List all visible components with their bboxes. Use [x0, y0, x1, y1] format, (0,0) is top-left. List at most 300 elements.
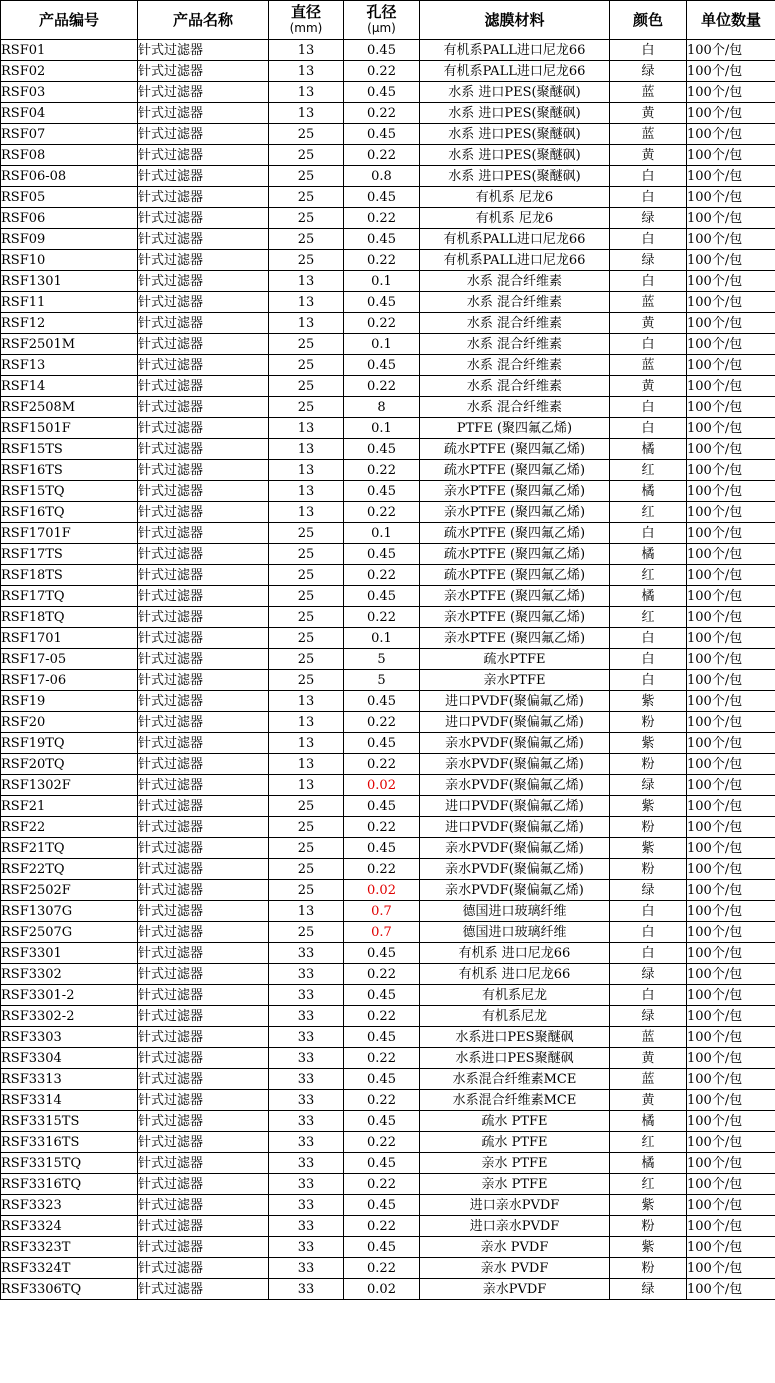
cell-material: 水系进口PES聚醚砜 [420, 1048, 610, 1069]
cell-color: 黄 [610, 145, 687, 166]
table-row [1, 523, 775, 544]
cell-code: RSF20 [1, 712, 138, 733]
table-row [1, 1258, 775, 1279]
cell-color: 白 [610, 985, 687, 1006]
cell-name: 针式过滤器 [138, 1006, 269, 1027]
cell-name: 针式过滤器 [138, 712, 269, 733]
cell-diameter: 33 [269, 985, 344, 1006]
table-row [1, 880, 775, 901]
cell-name: 针式过滤器 [138, 733, 269, 754]
cell-pore: 0.45 [344, 1111, 420, 1132]
cell-qty: 100个/包 [687, 586, 775, 607]
cell-diameter: 25 [269, 145, 344, 166]
cell-color: 绿 [610, 250, 687, 271]
cell-color: 蓝 [610, 82, 687, 103]
cell-qty: 100个/包 [687, 1006, 775, 1027]
table-row [1, 502, 775, 523]
cell-diameter: 25 [269, 628, 344, 649]
cell-code: RSF3324T [1, 1258, 138, 1279]
cell-name: 针式过滤器 [138, 439, 269, 460]
cell-pore: 0.02 [344, 880, 420, 901]
cell-material: 水系 混合纤维素 [420, 292, 610, 313]
cell-color: 白 [610, 166, 687, 187]
cell-material: 亲水PVDF(聚偏氟乙烯) [420, 859, 610, 880]
header-pore: 孔径 (μm) [344, 1, 420, 40]
cell-color: 绿 [610, 1006, 687, 1027]
cell-qty: 100个/包 [687, 775, 775, 796]
cell-qty: 100个/包 [687, 1111, 775, 1132]
cell-code: RSF03 [1, 82, 138, 103]
cell-code: RSF10 [1, 250, 138, 271]
cell-pore: 0.22 [344, 1258, 420, 1279]
cell-diameter: 25 [269, 859, 344, 880]
cell-diameter: 13 [269, 775, 344, 796]
cell-diameter: 25 [269, 817, 344, 838]
cell-pore: 0.22 [344, 1132, 420, 1153]
cell-qty: 100个/包 [687, 82, 775, 103]
cell-color: 蓝 [610, 1027, 687, 1048]
cell-name: 针式过滤器 [138, 586, 269, 607]
cell-diameter: 13 [269, 712, 344, 733]
cell-material: 进口PVDF(聚偏氟乙烯) [420, 796, 610, 817]
cell-diameter: 25 [269, 523, 344, 544]
table-row [1, 61, 775, 82]
cell-qty: 100个/包 [687, 1216, 775, 1237]
cell-pore: 0.22 [344, 565, 420, 586]
cell-color: 白 [610, 922, 687, 943]
cell-name: 针式过滤器 [138, 208, 269, 229]
cell-diameter: 33 [269, 1090, 344, 1111]
header-name: 产品名称 [138, 1, 269, 40]
cell-color: 绿 [610, 775, 687, 796]
cell-qty: 100个/包 [687, 754, 775, 775]
cell-color: 白 [610, 397, 687, 418]
cell-diameter: 33 [269, 1027, 344, 1048]
cell-color: 紫 [610, 838, 687, 859]
cell-code: RSF3301 [1, 943, 138, 964]
cell-diameter: 25 [269, 565, 344, 586]
cell-name: 针式过滤器 [138, 628, 269, 649]
cell-diameter: 25 [269, 208, 344, 229]
cell-color: 白 [610, 418, 687, 439]
cell-color: 红 [610, 1132, 687, 1153]
cell-code: RSF18TS [1, 565, 138, 586]
cell-color: 粉 [610, 754, 687, 775]
cell-qty: 100个/包 [687, 481, 775, 502]
cell-diameter: 33 [269, 1069, 344, 1090]
cell-material: 有机系PALL进口尼龙66 [420, 250, 610, 271]
cell-color: 黄 [610, 313, 687, 334]
cell-material: 德国进口玻璃纤维 [420, 922, 610, 943]
cell-diameter: 13 [269, 418, 344, 439]
cell-diameter: 25 [269, 355, 344, 376]
table-row [1, 670, 775, 691]
table-row [1, 1216, 775, 1237]
cell-code: RSF17TQ [1, 586, 138, 607]
cell-code: RSF18TQ [1, 607, 138, 628]
cell-color: 红 [610, 502, 687, 523]
cell-pore: 0.02 [344, 1279, 420, 1300]
cell-color: 红 [610, 607, 687, 628]
header-color: 颜色 [610, 1, 687, 40]
header-row [1, 1, 775, 40]
cell-color: 黄 [610, 376, 687, 397]
cell-code: RSF3316TS [1, 1132, 138, 1153]
table-row [1, 586, 775, 607]
cell-pore: 0.45 [344, 292, 420, 313]
cell-color: 红 [610, 565, 687, 586]
cell-qty: 100个/包 [687, 502, 775, 523]
cell-diameter: 25 [269, 880, 344, 901]
cell-code: RSF17-06 [1, 670, 138, 691]
cell-qty: 100个/包 [687, 187, 775, 208]
cell-code: RSF3324 [1, 1216, 138, 1237]
cell-color: 橘 [610, 586, 687, 607]
cell-color: 黄 [610, 1090, 687, 1111]
table-row [1, 649, 775, 670]
cell-qty: 100个/包 [687, 1048, 775, 1069]
cell-code: RSF07 [1, 124, 138, 145]
cell-qty: 100个/包 [687, 355, 775, 376]
cell-color: 紫 [610, 1195, 687, 1216]
cell-material: 亲水 PTFE [420, 1153, 610, 1174]
cell-qty: 100个/包 [687, 208, 775, 229]
cell-color: 紫 [610, 733, 687, 754]
cell-material: 水系 进口PES(聚醚砜) [420, 103, 610, 124]
header-code: 产品编号 [1, 1, 138, 40]
cell-pore: 0.1 [344, 523, 420, 544]
cell-color: 橘 [610, 544, 687, 565]
cell-code: RSF20TQ [1, 754, 138, 775]
cell-color: 白 [610, 943, 687, 964]
table-row [1, 607, 775, 628]
cell-name: 针式过滤器 [138, 838, 269, 859]
cell-pore: 0.22 [344, 1048, 420, 1069]
cell-qty: 100个/包 [687, 124, 775, 145]
cell-code: RSF3306TQ [1, 1279, 138, 1300]
cell-material: 有机系 尼龙6 [420, 187, 610, 208]
table-row [1, 1237, 775, 1258]
cell-code: RSF3315TQ [1, 1153, 138, 1174]
cell-diameter: 33 [269, 1195, 344, 1216]
cell-qty: 100个/包 [687, 544, 775, 565]
cell-qty: 100个/包 [687, 817, 775, 838]
cell-color: 绿 [610, 61, 687, 82]
cell-diameter: 13 [269, 292, 344, 313]
cell-pore: 0.22 [344, 859, 420, 880]
cell-diameter: 25 [269, 649, 344, 670]
table-row [1, 565, 775, 586]
cell-color: 橘 [610, 481, 687, 502]
cell-pore: 0.45 [344, 1069, 420, 1090]
table-row [1, 418, 775, 439]
cell-code: RSF3316TQ [1, 1174, 138, 1195]
cell-code: RSF17-05 [1, 649, 138, 670]
cell-material: 水系进口PES聚醚砜 [420, 1027, 610, 1048]
table-row [1, 775, 775, 796]
cell-code: RSF06 [1, 208, 138, 229]
cell-qty: 100个/包 [687, 376, 775, 397]
cell-qty: 100个/包 [687, 733, 775, 754]
cell-material: 水系 进口PES(聚醚砜) [420, 145, 610, 166]
cell-name: 针式过滤器 [138, 607, 269, 628]
cell-diameter: 13 [269, 481, 344, 502]
cell-diameter: 13 [269, 271, 344, 292]
cell-code: RSF22TQ [1, 859, 138, 880]
cell-material: 进口亲水PVDF [420, 1216, 610, 1237]
cell-diameter: 33 [269, 1132, 344, 1153]
cell-qty: 100个/包 [687, 1195, 775, 1216]
cell-qty: 100个/包 [687, 880, 775, 901]
cell-name: 针式过滤器 [138, 1111, 269, 1132]
cell-material: 亲水PVDF(聚偏氟乙烯) [420, 733, 610, 754]
cell-pore: 0.45 [344, 943, 420, 964]
cell-pore: 0.22 [344, 103, 420, 124]
table-row [1, 544, 775, 565]
cell-qty: 100个/包 [687, 691, 775, 712]
table-row [1, 691, 775, 712]
cell-pore: 0.45 [344, 1153, 420, 1174]
table-row [1, 334, 775, 355]
cell-name: 针式过滤器 [138, 145, 269, 166]
cell-pore: 0.22 [344, 208, 420, 229]
cell-name: 针式过滤器 [138, 1237, 269, 1258]
table-row [1, 145, 775, 166]
table-row [1, 271, 775, 292]
table-row [1, 208, 775, 229]
cell-material: 疏水PTFE [420, 649, 610, 670]
cell-color: 紫 [610, 1237, 687, 1258]
cell-color: 蓝 [610, 124, 687, 145]
cell-name: 针式过滤器 [138, 313, 269, 334]
cell-pore: 0.45 [344, 187, 420, 208]
cell-name: 针式过滤器 [138, 1174, 269, 1195]
cell-color: 白 [610, 40, 687, 61]
cell-color: 红 [610, 1174, 687, 1195]
table-row [1, 166, 775, 187]
cell-diameter: 13 [269, 82, 344, 103]
cell-code: RSF12 [1, 313, 138, 334]
table-row [1, 733, 775, 754]
cell-name: 针式过滤器 [138, 880, 269, 901]
cell-material: 亲水PVDF(聚偏氟乙烯) [420, 880, 610, 901]
cell-diameter: 13 [269, 103, 344, 124]
table-row [1, 40, 775, 61]
table-row [1, 1006, 775, 1027]
cell-diameter: 33 [269, 1153, 344, 1174]
cell-code: RSF3301-2 [1, 985, 138, 1006]
header-material: 滤膜材料 [420, 1, 610, 40]
header-qty: 单位数量 [687, 1, 775, 40]
cell-name: 针式过滤器 [138, 103, 269, 124]
cell-code: RSF09 [1, 229, 138, 250]
cell-material: 水系混合纤维素MCE [420, 1069, 610, 1090]
cell-material: 水系 混合纤维素 [420, 334, 610, 355]
cell-code: RSF3314 [1, 1090, 138, 1111]
cell-pore: 0.8 [344, 166, 420, 187]
cell-diameter: 25 [269, 166, 344, 187]
cell-code: RSF2501M [1, 334, 138, 355]
cell-material: 亲水PVDF [420, 1279, 610, 1300]
cell-diameter: 13 [269, 901, 344, 922]
cell-diameter: 33 [269, 964, 344, 985]
cell-diameter: 25 [269, 397, 344, 418]
cell-code: RSF11 [1, 292, 138, 313]
cell-pore: 0.22 [344, 712, 420, 733]
cell-qty: 100个/包 [687, 103, 775, 124]
cell-pore: 0.1 [344, 271, 420, 292]
cell-code: RSF1307G [1, 901, 138, 922]
cell-pore: 0.22 [344, 817, 420, 838]
cell-qty: 100个/包 [687, 565, 775, 586]
cell-pore: 0.22 [344, 313, 420, 334]
cell-qty: 100个/包 [687, 859, 775, 880]
cell-code: RSF15TS [1, 439, 138, 460]
cell-qty: 100个/包 [687, 166, 775, 187]
table-row [1, 250, 775, 271]
cell-name: 针式过滤器 [138, 985, 269, 1006]
cell-color: 粉 [610, 1216, 687, 1237]
cell-diameter: 13 [269, 313, 344, 334]
cell-material: 有机系 进口尼龙66 [420, 964, 610, 985]
cell-pore: 0.1 [344, 334, 420, 355]
cell-color: 红 [610, 460, 687, 481]
cell-diameter: 25 [269, 124, 344, 145]
cell-code: RSF21 [1, 796, 138, 817]
cell-name: 针式过滤器 [138, 124, 269, 145]
table-row [1, 82, 775, 103]
cell-diameter: 33 [269, 1216, 344, 1237]
header-pore-unit: (μm) [367, 21, 396, 35]
table-row [1, 292, 775, 313]
cell-code: RSF19 [1, 691, 138, 712]
cell-qty: 100个/包 [687, 1153, 775, 1174]
cell-pore: 0.45 [344, 82, 420, 103]
cell-pore: 0.45 [344, 40, 420, 61]
table-row [1, 712, 775, 733]
cell-qty: 100个/包 [687, 1279, 775, 1300]
cell-pore: 0.1 [344, 628, 420, 649]
cell-qty: 100个/包 [687, 1174, 775, 1195]
cell-material: 亲水PTFE (聚四氟乙烯) [420, 481, 610, 502]
cell-code: RSF1302F [1, 775, 138, 796]
cell-name: 针式过滤器 [138, 1195, 269, 1216]
cell-name: 针式过滤器 [138, 1090, 269, 1111]
cell-material: 亲水PVDF(聚偏氟乙烯) [420, 754, 610, 775]
cell-name: 针式过滤器 [138, 82, 269, 103]
cell-qty: 100个/包 [687, 985, 775, 1006]
cell-name: 针式过滤器 [138, 922, 269, 943]
cell-color: 黄 [610, 103, 687, 124]
table-row [1, 1195, 775, 1216]
cell-material: 进口PVDF(聚偏氟乙烯) [420, 712, 610, 733]
table-row [1, 1111, 775, 1132]
cell-code: RSF04 [1, 103, 138, 124]
cell-color: 白 [610, 628, 687, 649]
cell-name: 针式过滤器 [138, 649, 269, 670]
cell-qty: 100个/包 [687, 1237, 775, 1258]
cell-material: 亲水 PVDF [420, 1237, 610, 1258]
cell-material: 有机系PALL进口尼龙66 [420, 61, 610, 82]
cell-color: 橘 [610, 1153, 687, 1174]
cell-name: 针式过滤器 [138, 250, 269, 271]
cell-color: 绿 [610, 964, 687, 985]
cell-name: 针式过滤器 [138, 1048, 269, 1069]
cell-diameter: 33 [269, 1048, 344, 1069]
cell-pore: 8 [344, 397, 420, 418]
cell-material: 水系 混合纤维素 [420, 313, 610, 334]
cell-pore: 5 [344, 670, 420, 691]
cell-material: 水系 混合纤维素 [420, 271, 610, 292]
cell-name: 针式过滤器 [138, 229, 269, 250]
table-row [1, 313, 775, 334]
cell-pore: 0.22 [344, 607, 420, 628]
cell-pore: 0.22 [344, 1174, 420, 1195]
cell-diameter: 13 [269, 61, 344, 82]
cell-pore: 0.22 [344, 460, 420, 481]
cell-code: RSF06-08 [1, 166, 138, 187]
cell-pore: 0.7 [344, 922, 420, 943]
cell-name: 针式过滤器 [138, 775, 269, 796]
cell-qty: 100个/包 [687, 40, 775, 61]
cell-name: 针式过滤器 [138, 481, 269, 502]
cell-code: RSF08 [1, 145, 138, 166]
cell-diameter: 33 [269, 1111, 344, 1132]
cell-pore: 0.22 [344, 145, 420, 166]
cell-code: RSF01 [1, 40, 138, 61]
cell-diameter: 13 [269, 40, 344, 61]
cell-pore: 0.45 [344, 1027, 420, 1048]
cell-name: 针式过滤器 [138, 61, 269, 82]
cell-name: 针式过滤器 [138, 166, 269, 187]
cell-material: 水系 进口PES(聚醚砜) [420, 82, 610, 103]
cell-pore: 0.45 [344, 1237, 420, 1258]
cell-name: 针式过滤器 [138, 1258, 269, 1279]
cell-name: 针式过滤器 [138, 544, 269, 565]
cell-code: RSF21TQ [1, 838, 138, 859]
cell-code: RSF3323T [1, 1237, 138, 1258]
cell-name: 针式过滤器 [138, 397, 269, 418]
table-row [1, 124, 775, 145]
cell-code: RSF17TS [1, 544, 138, 565]
cell-pore: 0.45 [344, 838, 420, 859]
cell-diameter: 33 [269, 1006, 344, 1027]
cell-pore: 0.22 [344, 1090, 420, 1111]
cell-diameter: 25 [269, 607, 344, 628]
table-row [1, 754, 775, 775]
cell-material: 有机系 进口尼龙66 [420, 943, 610, 964]
header-diameter-unit: (mm) [289, 21, 323, 35]
table-row [1, 1153, 775, 1174]
cell-material: 亲水PTFE (聚四氟乙烯) [420, 607, 610, 628]
cell-code: RSF16TS [1, 460, 138, 481]
cell-diameter: 25 [269, 334, 344, 355]
cell-pore: 0.22 [344, 61, 420, 82]
table-row [1, 1174, 775, 1195]
cell-name: 针式过滤器 [138, 292, 269, 313]
cell-pore: 0.45 [344, 124, 420, 145]
cell-diameter: 25 [269, 586, 344, 607]
cell-code: RSF3303 [1, 1027, 138, 1048]
cell-qty: 100个/包 [687, 922, 775, 943]
cell-material: 疏水PTFE (聚四氟乙烯) [420, 460, 610, 481]
cell-name: 针式过滤器 [138, 943, 269, 964]
cell-material: 疏水PTFE (聚四氟乙烯) [420, 523, 610, 544]
cell-qty: 100个/包 [687, 1090, 775, 1111]
cell-name: 针式过滤器 [138, 523, 269, 544]
cell-color: 白 [610, 523, 687, 544]
cell-material: 有机系尼龙 [420, 1006, 610, 1027]
